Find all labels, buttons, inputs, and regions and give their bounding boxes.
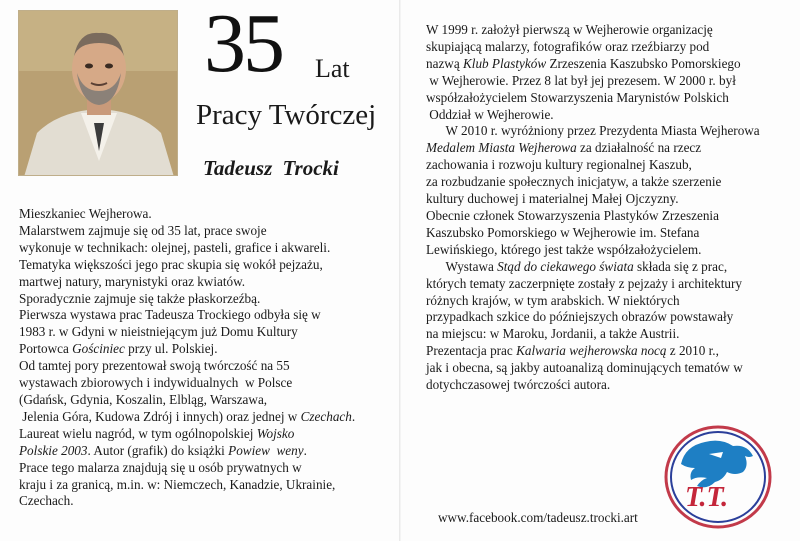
text-segment: różnych krajów, w tym arabskich. W niektórych [426, 292, 680, 308]
text-segment: Oddział w Wejherowie. [426, 106, 554, 122]
text-line [19, 392, 355, 409]
text-segment: Mieszkaniec Wejherowa. [19, 206, 152, 221]
text-segment: Obecnie członek Stowarzyszenia Plastyków Zrzeszenia [426, 207, 719, 223]
text-line [426, 39, 760, 56]
text-segment: Kaszubsko Pomorskiego w Wejherowie im. Stefana [426, 224, 700, 240]
italic-text-segment: Czechach [300, 408, 352, 424]
text-segment: Zrzeszenia Kaszubsko Pomorskiego [546, 55, 741, 71]
lion-icon [663, 424, 773, 530]
text-segment: przypadkach szkice do późniejszych obrazów powstawały [426, 309, 734, 325]
text-line [426, 107, 760, 124]
text-line [19, 443, 355, 460]
text-line [19, 223, 355, 240]
italic-text-segment: Klub Plastyków [462, 55, 547, 71]
text-line [19, 291, 355, 308]
text-segment: W 2010 r. wyróżniony przez Prezydenta Miasta Wejherowa [426, 123, 760, 139]
italic-text-segment: Kalwaria wejherowska nocą [516, 343, 667, 359]
text-segment: z 2010 r., [666, 343, 719, 359]
text-segment: Malarstwem zajmuje się od 35 lat, prace swoje [19, 222, 267, 238]
text-line [426, 208, 760, 225]
text-line [19, 426, 355, 443]
author-name: Tadeusz Trocki [203, 156, 339, 180]
text-line [19, 307, 355, 324]
biography-text-right [426, 22, 760, 394]
text-line [19, 206, 355, 223]
text-line [426, 377, 760, 394]
text-segment: skupiającą malarzy, fotografików oraz rzeźbiarzy pod [426, 38, 710, 54]
text-segment: 1983 r. w Gdyni w nieistniejącym już Domu Kultury [19, 324, 298, 340]
right-page [401, 0, 800, 541]
text-segment: Laureat wielu nagród, w tym ogólnopolskiej [19, 425, 257, 441]
italic-text-segment: Polskie 2003 [19, 442, 88, 458]
text-segment: jak i obecna, są jakby autoanalizą dominujących tematów w [426, 360, 743, 376]
text-line [426, 242, 760, 259]
text-line [19, 341, 355, 358]
text-segment: Wystawa [426, 258, 498, 274]
text-segment: (Gdańsk, Gdynia, Koszalin, Elbląg, Warszawa, [19, 391, 268, 407]
text-line [426, 73, 760, 90]
text-line [426, 276, 760, 293]
text-line [19, 493, 355, 510]
text-line [426, 123, 760, 140]
text-segment: Lewińskiego, którego jest także współzałożycielem. [426, 241, 702, 257]
text-segment: kultury duchowej i materialnej Małej Ojczyzny. [426, 191, 679, 207]
text-segment: w Wejherowie. Przez 8 lat był jej prezesem. W 2000 r. był [426, 72, 736, 88]
text-line [426, 326, 760, 343]
text-segment: W 1999 r. założył pierwszą w Wejherowie organizację [426, 22, 713, 37]
text-line [426, 157, 760, 174]
italic-text-segment: Gościniec [72, 341, 125, 357]
text-segment: za rozbudzanie społecznych inicjatyw, a także szerzenie [426, 174, 722, 190]
text-segment: Od tamtej pory prezentował swoją twórczość na 55 [19, 358, 290, 374]
text-segment: nazwą [426, 55, 463, 71]
text-line [426, 191, 760, 208]
text-segment: wystawach zbiorowych i indywidualnych w Polsce [19, 375, 293, 391]
text-segment: współzałożycielem Stowarzyszenia Marynistów Polskich [426, 89, 729, 105]
italic-text-segment: Stąd do ciekawego świata [497, 258, 634, 274]
text-line [426, 343, 760, 360]
text-segment: Tematyka większości jego prac skupia się wokół pejzażu, [19, 256, 323, 272]
text-line [426, 22, 760, 39]
text-segment: kraju i za granicą, m.in. w: Niemczech, Kanadzie, Ukrainie, [19, 476, 336, 492]
title-lat: Lat [315, 54, 350, 83]
biography-text-left [19, 206, 355, 510]
logo-initials: T.T. [685, 482, 729, 513]
text-line [19, 274, 355, 291]
text-segment: . [351, 408, 356, 424]
text-line [19, 358, 355, 375]
text-segment: za działalność na rzecz [576, 140, 702, 156]
title-subtitle: Pracy Twórczej [196, 99, 377, 131]
text-segment: Pierwsza wystawa prac Tadeusza Trockiego odbyła się w [19, 307, 321, 323]
italic-text-segment: Powiew weny [228, 442, 304, 458]
title-number: 35 [204, 0, 282, 90]
text-segment: których tematy zaczerpnięte zostały z pejzaży i architektury [426, 275, 742, 291]
text-line [19, 257, 355, 274]
text-segment: Portowca [19, 341, 73, 357]
text-line [19, 477, 355, 494]
text-segment: Jelenia Góra, Kudowa Zdrój i innych) oraz jednej w [19, 408, 301, 424]
text-line [426, 225, 760, 242]
facebook-link[interactable]: www.facebook.com/tadeusz.trocki.art [438, 510, 638, 525]
text-segment: . [303, 442, 307, 458]
text-segment: na miejscu: w Maroku, Jordanii, a także Austrii. [426, 326, 680, 342]
text-segment: dotychczasowej twórczości autora. [426, 377, 611, 393]
text-segment: Sporadycznie zajmuje się także płaskorzeźbą. [19, 290, 261, 306]
text-segment: Prezentacja prac [426, 343, 517, 359]
text-segment: . Autor (grafik) do książki [87, 442, 229, 458]
text-segment: Czechach. [19, 493, 74, 509]
text-segment: przy ul. Polskiej. [124, 341, 218, 357]
text-line [426, 293, 760, 310]
text-line [19, 409, 355, 426]
text-line [426, 174, 760, 191]
italic-text-segment: Wojsko [256, 425, 295, 441]
italic-text-segment: Medalem Miasta Wejherowa [426, 140, 577, 156]
author-portrait [18, 10, 178, 176]
text-line [426, 360, 760, 377]
text-line [19, 460, 355, 477]
text-segment: Prace tego malarza znajdują się u osób prywatnych w [19, 459, 302, 475]
text-segment: wykonuje w technikach: olejnej, pasteli, grafice i akwareli. [19, 239, 331, 255]
text-line [426, 56, 760, 73]
text-line [19, 375, 355, 392]
text-segment: martwej natury, marynistyki oraz kwiatów. [19, 273, 246, 289]
text-line [426, 309, 760, 326]
text-line [19, 240, 355, 257]
text-line [426, 140, 760, 157]
text-line [426, 90, 760, 107]
portrait-icon [19, 11, 178, 176]
text-segment: składa się z prac, [633, 258, 728, 274]
text-line [426, 259, 760, 276]
text-segment: zachowania i rozwoju kultury regionalnej Kaszub, [426, 157, 692, 173]
text-line [19, 324, 355, 341]
